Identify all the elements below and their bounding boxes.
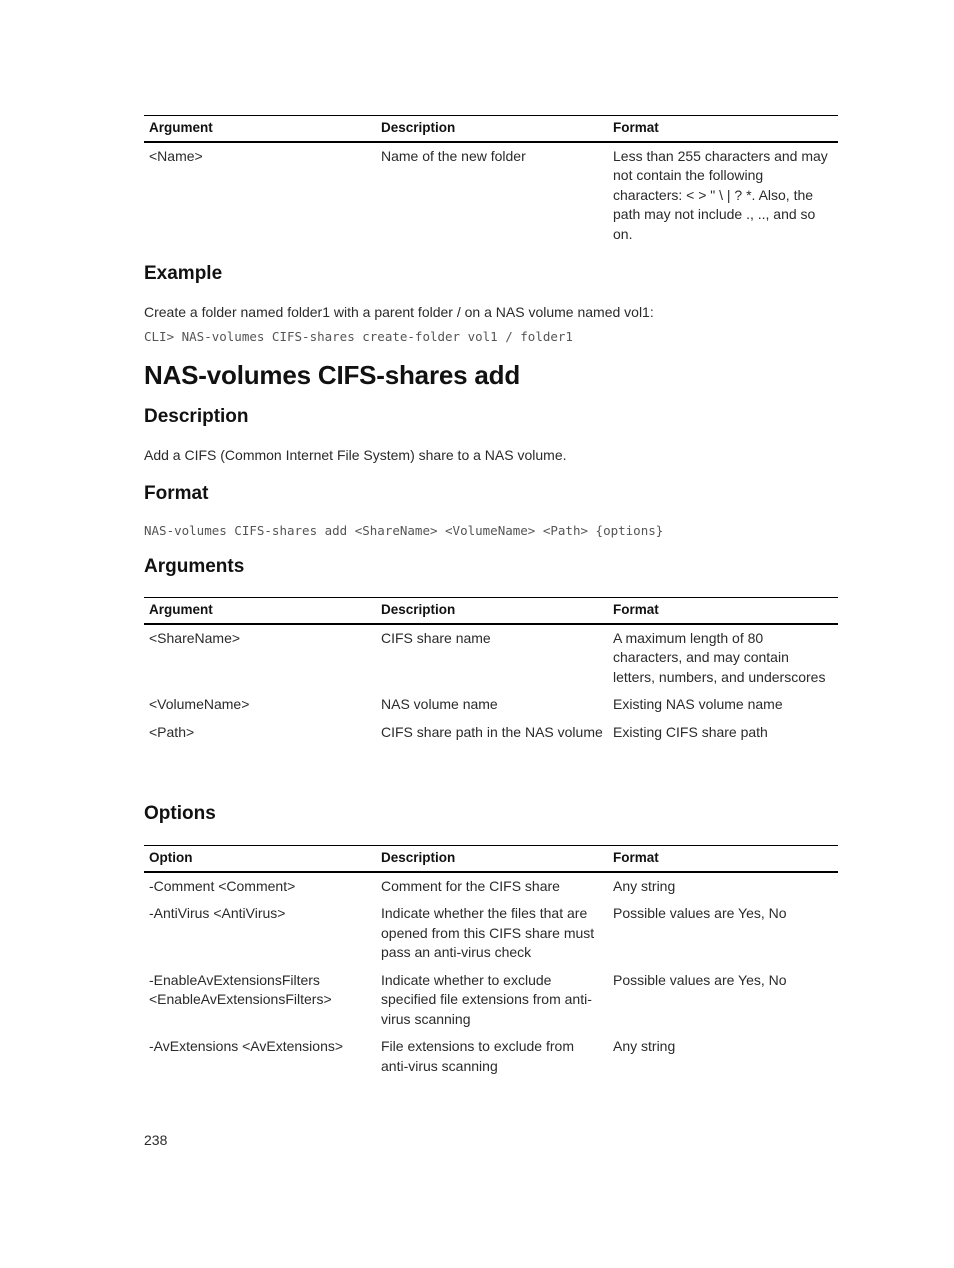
table-row [144, 872, 838, 901]
arguments-heading: Arguments [144, 556, 245, 577]
table-cell: Indicate whether to exclude specified file extensions from anti-virus scanning [381, 971, 592, 1027]
table-cell: <ShareName> [149, 629, 241, 646]
column-header: Format [608, 846, 838, 872]
column-header: Format [608, 598, 838, 624]
table-header-row [144, 116, 838, 142]
table-cell: Name of the new folder [381, 147, 526, 164]
table-cell: Indicate whether the files that are opened from this CIFS share must pass an anti-virus check [381, 905, 595, 960]
table-cell: A maximum length of 80 characters, and may contain letters, numbers, and underscores [613, 629, 826, 685]
options-table-wrapper [144, 845, 838, 1080]
table-header-row [144, 598, 838, 624]
table-cell: CIFS share path in the NAS volume [381, 723, 603, 740]
description-text: Add a CIFS (Common Internet File System) share to a NAS volume. [144, 447, 567, 463]
column-header: Format [608, 116, 838, 142]
page-number: 238 [144, 1132, 168, 1148]
table-row [144, 967, 838, 1034]
format-heading: Format [144, 483, 209, 504]
format-code: NAS-volumes CIFS-shares add <ShareName> <VolumeName> <Path> {options} [144, 523, 664, 538]
column-header: Argument [144, 116, 376, 142]
arguments-table [144, 597, 838, 746]
table-row [144, 624, 838, 692]
example-text: Create a folder named folder1 with a parent folder / on a NAS volume named vol1: [144, 304, 654, 320]
table-cell: -Comment <Comment> [149, 877, 296, 894]
table-cell: Possible values are Yes, No [613, 905, 787, 921]
column-header: Description [376, 846, 608, 872]
folder-arguments-table-wrapper [144, 115, 838, 248]
arguments-table-wrapper [144, 597, 838, 746]
column-header: Description [376, 598, 608, 624]
table-cell: File extensions to exclude from anti-virus scanning [381, 1038, 574, 1074]
table-cell: NAS volume name [381, 696, 498, 712]
table-cell: Any string [613, 877, 676, 894]
table-cell: CIFS share name [381, 629, 491, 646]
table-row [144, 900, 838, 967]
table-row [144, 719, 838, 747]
options-table [144, 845, 838, 1080]
table-row [144, 142, 838, 249]
column-header: Argument [144, 598, 376, 624]
description-heading: Description [144, 406, 249, 427]
options-heading: Options [144, 803, 216, 824]
table-cell: -EnableAvExtensionsFilters <EnableAvExtensionsFilters> [149, 971, 332, 1007]
folder-arguments-table [144, 115, 838, 248]
table-row [144, 691, 838, 719]
column-header: Option [144, 846, 376, 872]
column-header: Description [376, 116, 608, 142]
table-cell: -AvExtensions <AvExtensions> [149, 1038, 344, 1054]
table-cell: Existing NAS volume name [613, 696, 783, 712]
table-row [144, 1033, 838, 1080]
table-cell: Comment for the CIFS share [381, 877, 560, 894]
command-title: NAS-volumes CIFS-shares add [144, 360, 521, 390]
table-cell: <Name> [149, 147, 203, 164]
table-cell: Possible values are Yes, No [613, 971, 787, 988]
table-cell: Any string [613, 1038, 676, 1054]
table-cell: <Path> [149, 723, 195, 740]
table-header-row [144, 846, 838, 872]
example-heading: Example [144, 263, 223, 284]
table-cell: Existing CIFS share path [613, 723, 768, 740]
table-cell: <VolumeName> [149, 696, 250, 712]
table-cell: -AntiVirus <AntiVirus> [149, 905, 286, 921]
table-cell: Less than 255 characters and may not contain the following characters: < > " \ | ? *. Also, the path may not include ., .., and so on. [613, 147, 828, 242]
example-code: CLI> NAS-volumes CIFS-shares create-folder vol1 / folder1 [144, 329, 573, 344]
